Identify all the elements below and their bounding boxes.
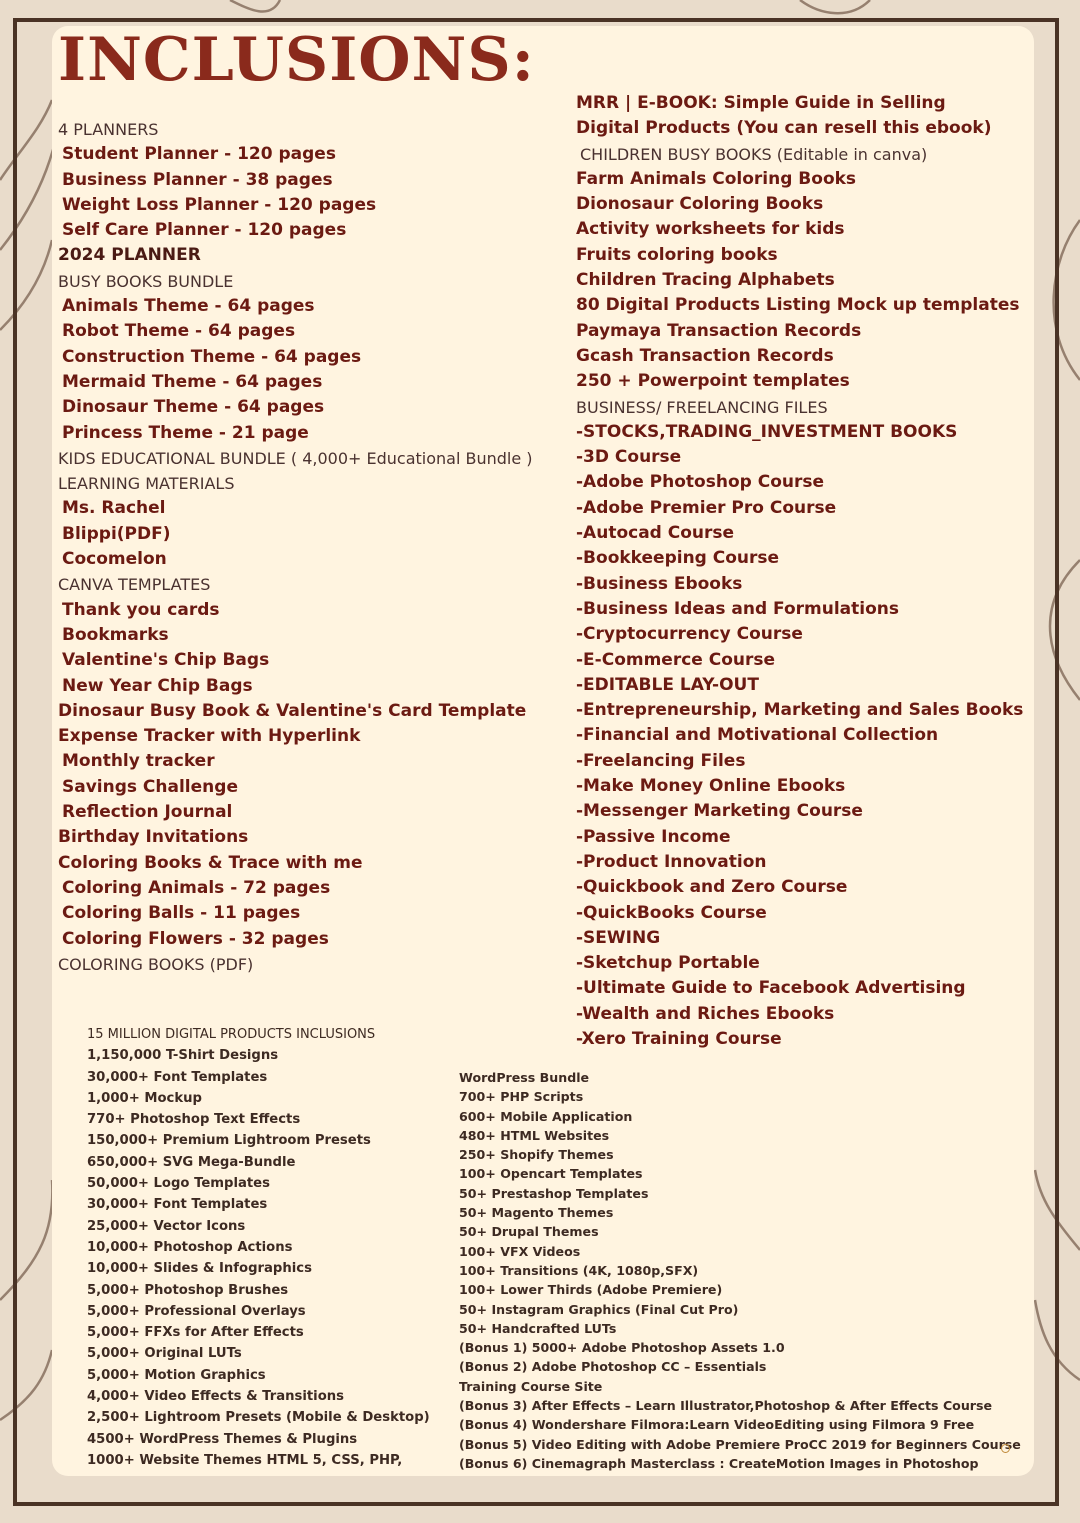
- list-item: 50+ Handcrafted LUTs: [459, 1320, 617, 1336]
- list-item: (Bonus 6) Cinemagraph Masterclass : CreateMotion Images in Photoshop: [459, 1455, 979, 1471]
- list-item: -Autocad Course: [576, 523, 735, 544]
- list-item: 250+ Shopify Themes: [459, 1147, 614, 1163]
- list-item: Cocomelon: [62, 549, 167, 570]
- list-item: 2024 PLANNER: [58, 245, 201, 266]
- list-item: -Business Ideas and Formulations: [576, 598, 899, 619]
- list-item: -E-Commerce Course: [576, 649, 776, 670]
- list-item: (Bonus 1) 5000+ Adobe Photoshop Assets 1.0: [459, 1340, 785, 1356]
- list-item: Self Care Planner - 120 pages: [62, 220, 347, 241]
- list-item: 600+ Mobile Application: [459, 1108, 633, 1124]
- list-item: 30,000+ Font Templates: [87, 1197, 268, 1213]
- list-item: Valentine's Chip Bags: [62, 650, 270, 671]
- list-item: 15 MILLION DIGITAL PRODUCTS INCLUSIONS: [87, 1027, 376, 1042]
- list-item: 50+ Magento Themes: [459, 1205, 614, 1221]
- right-column: [576, 91, 1024, 1052]
- list-item: -EDITABLE LAY-OUT: [576, 674, 759, 695]
- list-item: (Bonus 3) After Effects – Learn Illustrator,Photoshop & After Effects Course: [459, 1398, 993, 1414]
- list-item: 80 Digital Products Listing Mock up templates: [576, 295, 1020, 316]
- page-title: INCLUSIONS:: [58, 25, 535, 95]
- list-item: 4 PLANNERS: [58, 120, 159, 139]
- list-item: 1,000+ Mockup: [87, 1090, 202, 1106]
- list-item: 1000+ Website Themes HTML 5, CSS, PHP,: [87, 1452, 403, 1468]
- list-item: -Cryptocurrency Course: [576, 624, 803, 645]
- list-item: 5,000+ Original LUTs: [87, 1346, 242, 1362]
- list-item: -Make Money Online Ebooks: [576, 776, 846, 797]
- list-item: Construction Theme - 64 pages: [62, 346, 362, 367]
- circle-decoration-icon: [1001, 1444, 1010, 1453]
- list-item: -Ultimate Guide to Facebook Advertising: [576, 978, 966, 999]
- list-item: 5,000+ Motion Graphics: [87, 1367, 266, 1383]
- list-item: (Bonus 2) Adobe Photoshop CC – Essentials: [459, 1359, 767, 1375]
- list-item: 100+ Lower Thirds (Adobe Premiere): [459, 1282, 723, 1298]
- list-item: -Wealth and Riches Ebooks: [576, 1003, 835, 1024]
- list-item: 770+ Photoshop Text Effects: [87, 1112, 301, 1128]
- list-item: 1,150,000 T-Shirt Designs: [87, 1048, 279, 1064]
- list-item: 2,500+ Lightroom Presets (Mobile & Desktop): [87, 1410, 430, 1426]
- list-item: Mermaid Theme - 64 pages: [62, 371, 323, 392]
- list-item: -Financial and Motivational Collection: [576, 725, 939, 746]
- list-item: -Sketchup Portable: [576, 953, 760, 974]
- list-item: -Bookkeeping Course: [576, 548, 780, 569]
- list-item: BUSINESS/ FREELANCING FILES: [576, 397, 828, 417]
- list-item: 10,000+ Photoshop Actions: [87, 1239, 293, 1255]
- list-item: Children Tracing Alphabets: [576, 270, 835, 291]
- list-item: Princess Theme - 21 page: [62, 422, 309, 443]
- list-item: Ms. Rachel: [62, 498, 166, 519]
- list-item: -Xero Training Course: [576, 1028, 782, 1049]
- bottom-right-list: [459, 1068, 1021, 1473]
- list-item: Business Planner - 38 pages: [62, 169, 333, 190]
- list-item: 100+ VFX Videos: [459, 1243, 581, 1259]
- bottom-left-list: [87, 1024, 442, 1471]
- list-item: -Adobe Photoshop Course: [576, 472, 825, 493]
- list-item: -Quickbook and Zero Course: [576, 877, 848, 898]
- list-item: -Adobe Premier Pro Course: [576, 497, 837, 518]
- list-item: 50+ Drupal Themes: [459, 1224, 599, 1240]
- list-item: 100+ Opencart Templates: [459, 1166, 643, 1182]
- left-column: [58, 117, 563, 977]
- list-item: CHILDREN BUSY BOOKS (Editable in canva): [580, 144, 928, 164]
- list-item: KIDS EDUCATIONAL BUNDLE ( 4,000+ Educational Bundle ): [58, 448, 533, 468]
- list-item: Reflection Journal: [62, 802, 233, 823]
- list-item: Dinosaur Theme - 64 pages: [62, 397, 325, 418]
- list-item: 50+ Prestashop Templates: [459, 1185, 649, 1201]
- list-item: -Entrepreneurship, Marketing and Sales Books: [576, 700, 1024, 721]
- list-item: Dinosaur Busy Book & Valentine's Card Template: [58, 700, 527, 721]
- list-item: 650,000+ SVG Mega-Bundle: [87, 1154, 296, 1170]
- list-item: 50,000+ Logo Templates: [87, 1176, 270, 1192]
- list-item: 4,000+ Video Effects & Transitions: [87, 1389, 345, 1405]
- list-item: BUSY BOOKS BUNDLE: [58, 271, 234, 291]
- list-item: 4500+ WordPress Themes & Plugins: [87, 1431, 358, 1447]
- list-item: Fruits coloring books: [576, 244, 778, 265]
- list-item: Coloring Animals - 72 pages: [62, 877, 331, 898]
- list-item: Weight Loss Planner - 120 pages: [62, 194, 377, 215]
- list-item: 700+ PHP Scripts: [459, 1089, 584, 1105]
- list-item: -3D Course: [576, 447, 682, 468]
- list-item: CANVA TEMPLATES: [58, 575, 211, 595]
- list-item: Coloring Books & Trace with me: [58, 852, 363, 873]
- list-item: Farm Animals Coloring Books: [576, 168, 857, 189]
- list-item: -QuickBooks Course: [576, 902, 767, 923]
- list-item: Coloring Flowers - 32 pages: [62, 928, 329, 949]
- list-item: Animals Theme - 64 pages: [62, 296, 315, 317]
- list-item: Dionosaur Coloring Books: [576, 194, 824, 215]
- list-item: -Product Innovation: [576, 851, 767, 872]
- list-item: 5,000+ Professional Overlays: [87, 1303, 306, 1319]
- list-item: Gcash Transaction Records: [576, 345, 834, 366]
- list-item: -Passive Income: [576, 826, 731, 847]
- list-item: Activity worksheets for kids: [576, 219, 845, 240]
- list-item: -STOCKS,TRADING_INVESTMENT BOOKS: [576, 421, 958, 442]
- list-item: LEARNING MATERIALS: [58, 474, 235, 494]
- list-item: 30,000+ Font Templates: [87, 1069, 268, 1085]
- list-item: 10,000+ Slides & Infographics: [87, 1261, 312, 1277]
- list-item: Bookmarks: [62, 624, 169, 645]
- list-item: 5,000+ Photoshop Brushes: [87, 1282, 289, 1298]
- list-item: COLORING BOOKS (PDF): [58, 954, 254, 974]
- list-item: 50+ Instagram Graphics (Final Cut Pro): [459, 1301, 739, 1317]
- list-item: (Bonus 4) Wondershare Filmora:Learn VideoEditing using Filmora 9 Free: [459, 1417, 975, 1433]
- list-item: Robot Theme - 64 pages: [62, 321, 296, 342]
- list-item: Blippi(PDF): [62, 523, 171, 544]
- list-item: Coloring Balls - 11 pages: [62, 903, 301, 924]
- list-item: MRR | E-BOOK: Simple Guide in Selling Digital Products (You can resell this ebook): [576, 93, 992, 139]
- list-item: -Messenger Marketing Course: [576, 801, 863, 822]
- list-item: Expense Tracker with Hyperlink: [58, 726, 361, 747]
- list-item: 480+ HTML Websites: [459, 1127, 610, 1143]
- list-item: 25,000+ Vector Icons: [87, 1218, 246, 1234]
- list-item: WordPress Bundle: [459, 1070, 590, 1085]
- list-item: Thank you cards: [62, 599, 220, 620]
- list-item: Training Course Site: [459, 1378, 603, 1394]
- list-item: Birthday Invitations: [58, 827, 249, 848]
- list-item: -Freelancing Files: [576, 750, 746, 771]
- list-item: New Year Chip Bags: [62, 675, 253, 696]
- list-item: 5,000+ FFXs for After Effects: [87, 1325, 304, 1341]
- list-item: -Business Ebooks: [576, 573, 743, 594]
- list-item: (Bonus 5) Video Editing with Adobe Premiere ProCC 2019 for Beginners Course: [459, 1436, 1021, 1452]
- list-item: 150,000+ Premium Lightroom Presets: [87, 1133, 371, 1149]
- list-item: Savings Challenge: [62, 776, 238, 797]
- list-item: Student Planner - 120 pages: [62, 144, 336, 165]
- list-item: 250 + Powerpoint templates: [576, 371, 850, 392]
- list-item: 100+ Transitions (4K, 1080p,SFX): [459, 1262, 699, 1278]
- list-item: -SEWING: [576, 927, 661, 948]
- list-item: Monthly tracker: [62, 751, 215, 772]
- list-item: Paymaya Transaction Records: [576, 320, 862, 341]
